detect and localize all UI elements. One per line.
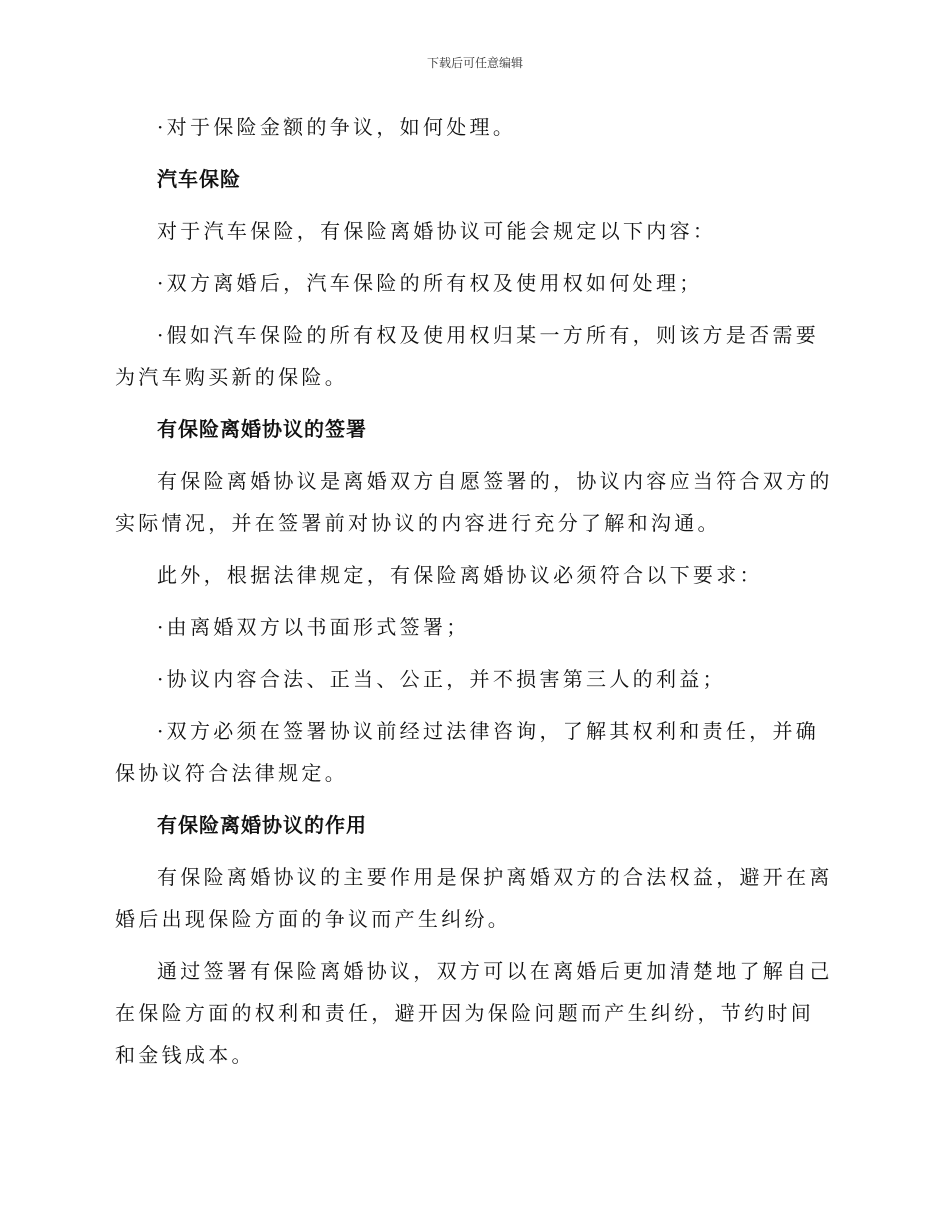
bullet-car-ownership: ·双方离婚后，汽车保险的所有权及使用权如何处理； (157, 271, 703, 295)
bullet-legal-consultation: ·双方必须在签署协议前经过法律咨询，了解其权利和责任，并确保协议符合法律规定。 (115, 719, 820, 785)
bullet-car-new-insurance: ·假如汽车保险的所有权及使用权归某一方所有，则该方是否需要为汽车购买新的保险。 (115, 323, 820, 389)
document-body (115, 106, 835, 1086)
paragraph-benefits: 通过签署有保险离婚协议，双方可以在离婚后更加清楚地了解自己在保险方面的权利和责任，避开因为保险问题而产生纠纷，节约时间和金钱成本。 (115, 959, 833, 1067)
paragraph-car-insurance-intro: 对于汽车保险，有保险离婚协议可能会规定以下内容： (157, 219, 717, 243)
heading-agreement-signing: 有保险离婚协议的签署 (157, 417, 367, 441)
bullet-lawful-content: ·协议内容合法、正当、公正，并不损害第三人的利益； (157, 667, 726, 691)
bullet-written-form: ·由离婚双方以书面形式签署； (157, 615, 470, 639)
heading-agreement-purpose: 有保险离婚协议的作用 (157, 813, 367, 837)
paragraph-voluntary-signing: 有保险离婚协议是离婚双方自愿签署的，协议内容应当符合双方的实际情况，并在签署前对协议的内容进行充分了解和沟通。 (115, 469, 833, 535)
heading-car-insurance: 汽车保险 (157, 167, 241, 191)
page-header: 下载后可任意编辑 (426, 56, 523, 70)
paragraph-legal-requirements: 此外，根据法律规定，有保险离婚协议必须符合以下要求： (157, 563, 763, 587)
bullet-insurance-amount-dispute: ·对于保险金额的争议，如何处理。 (157, 115, 517, 139)
paragraph-main-purpose: 有保险离婚协议的主要作用是保护离婚双方的合法权益，避开在离婚后出现保险方面的争议而产生纠纷。 (115, 865, 833, 931)
